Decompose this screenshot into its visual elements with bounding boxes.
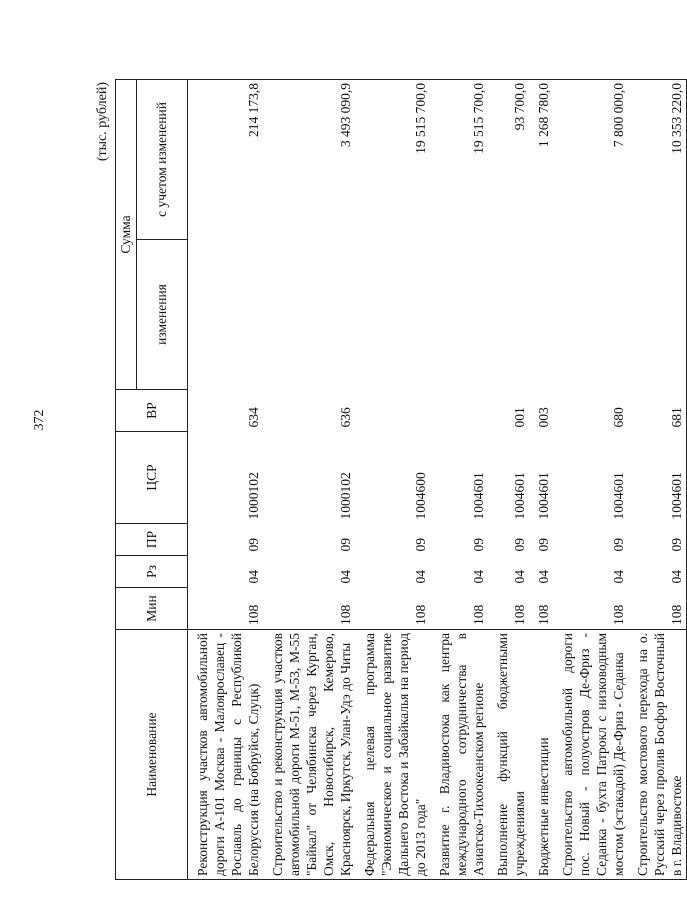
row-rz: 04 bbox=[512, 570, 527, 584]
row-min: 108 bbox=[628, 588, 687, 630]
row-changes bbox=[553, 240, 628, 390]
row-vr: 003 bbox=[536, 407, 551, 428]
row-rz: 04 bbox=[246, 570, 261, 584]
row-name: Бюджетные инвестиции bbox=[529, 630, 553, 880]
row-min: 108 bbox=[536, 604, 551, 625]
row-pr: 09 bbox=[611, 538, 626, 552]
row-with-changes: 10 353 220,0 bbox=[628, 79, 687, 239]
row-changes bbox=[263, 240, 355, 390]
header-pr: ПР bbox=[116, 524, 188, 556]
table-row bbox=[355, 79, 430, 879]
row-rz: 04 bbox=[628, 556, 687, 588]
row-csr: 1004600 bbox=[413, 472, 428, 520]
row-with-changes: 19 515 700,0 bbox=[430, 79, 488, 239]
row-pr: 09 bbox=[246, 538, 261, 552]
row-vr: 636 bbox=[338, 407, 353, 428]
row-vr: 634 bbox=[246, 407, 261, 428]
row-rz: 04 bbox=[338, 570, 353, 584]
budget-table bbox=[115, 79, 687, 880]
page-number: 372 bbox=[32, 409, 47, 431]
table-row bbox=[628, 79, 687, 879]
rotated-table-block bbox=[95, 80, 684, 880]
row-min: 108 bbox=[611, 604, 626, 625]
header-with-changes: с учетом изменений bbox=[137, 79, 188, 239]
units-label: (тыс. рублей) bbox=[95, 82, 110, 162]
row-with-changes: 3 493 090,9 bbox=[263, 79, 355, 239]
row-with-changes: 214 173,8 bbox=[188, 79, 264, 239]
row-csr: 1000102 bbox=[246, 472, 261, 520]
row-changes bbox=[488, 240, 529, 390]
row-pr: 09 bbox=[338, 538, 353, 552]
row-with-changes: 1 268 780,0 bbox=[529, 79, 553, 239]
row-name: Выполнение функций бюджетными учреждениями bbox=[488, 630, 529, 880]
row-changes bbox=[529, 240, 553, 390]
row-vr bbox=[430, 390, 488, 432]
row-name: Развитие г. Владивостока как центра международного сотрудничества в Азиатско-Тихоокеанском регионе bbox=[430, 630, 488, 880]
table-row bbox=[529, 79, 553, 879]
row-csr: 1004601 bbox=[471, 472, 486, 520]
row-with-changes: 19 515 700,0 bbox=[355, 79, 430, 239]
header-changes: изменения bbox=[137, 240, 188, 390]
row-name: Строительство и реконструкция участков автомобильной дороги М-51, М-53, М-55 "Байкал" от Челябинска через Курган, Омск, Новосибирск, Кемерово, Красноярск, Иркутск, Улан-Удэ до Читы bbox=[263, 630, 355, 880]
row-csr: 1004601 bbox=[628, 432, 687, 524]
row-csr: 1004601 bbox=[536, 472, 551, 520]
table-row bbox=[430, 79, 488, 879]
header-csr: ЦСР bbox=[116, 432, 188, 524]
row-name: Реконструкция участков автомобильной дороги А-101 Москва - Малоярославец - Рославль до границы с Республикой Белоруссия (на Бобруйск, Слуцк) bbox=[188, 630, 264, 880]
table-body bbox=[188, 79, 687, 879]
table-row bbox=[188, 79, 264, 879]
header-sum: Сумма bbox=[116, 79, 137, 389]
row-csr: 1000102 bbox=[338, 472, 353, 520]
row-changes bbox=[355, 240, 430, 390]
table-row bbox=[553, 79, 628, 879]
header-vr: ВР bbox=[116, 390, 188, 432]
row-changes bbox=[430, 240, 488, 390]
row-min: 108 bbox=[512, 604, 527, 625]
row-min: 108 bbox=[471, 604, 486, 625]
header-min: Мин bbox=[116, 588, 188, 630]
row-csr: 1004601 bbox=[611, 472, 626, 520]
header-name: Наименование bbox=[116, 630, 188, 880]
row-pr: 09 bbox=[471, 538, 486, 552]
row-with-changes: 93 700,0 bbox=[488, 79, 529, 239]
row-min: 108 bbox=[413, 604, 428, 625]
row-pr: 09 bbox=[512, 538, 527, 552]
row-name: Строительство мостового перехода на о. Русский через пролив Босфор Восточный в г. Владивостоке bbox=[628, 630, 687, 880]
row-min: 108 bbox=[338, 604, 353, 625]
row-rz: 04 bbox=[471, 570, 486, 584]
row-vr: 001 bbox=[512, 407, 527, 428]
row-min: 108 bbox=[246, 604, 261, 625]
header-rz: Рз bbox=[116, 556, 188, 588]
row-changes bbox=[628, 240, 687, 390]
row-rz: 04 bbox=[611, 570, 626, 584]
table-row bbox=[488, 79, 529, 879]
row-changes bbox=[188, 240, 264, 390]
row-rz: 04 bbox=[413, 570, 428, 584]
row-rz: 04 bbox=[536, 570, 551, 584]
row-pr: 09 bbox=[413, 538, 428, 552]
row-vr: 681 bbox=[628, 390, 687, 432]
row-pr: 09 bbox=[628, 524, 687, 556]
row-name: Федеральная целевая программа "Экономическое и социальное развитие Дальнего Востока и Забайкалья на период до 2013 года" bbox=[355, 630, 430, 880]
row-csr: 1004601 bbox=[512, 472, 527, 520]
row-pr: 09 bbox=[536, 538, 551, 552]
table-row bbox=[263, 79, 355, 879]
row-name: Строительство автомобильной дороги пос. Новый - полуостров Де-Фриз - Седанка - бухта Патрокл с низководным мостом (эстакадой) Де-Фриз - Седанка bbox=[553, 630, 628, 880]
row-vr bbox=[355, 390, 430, 432]
row-with-changes: 7 800 000,0 bbox=[553, 79, 628, 239]
row-vr: 680 bbox=[611, 407, 626, 428]
